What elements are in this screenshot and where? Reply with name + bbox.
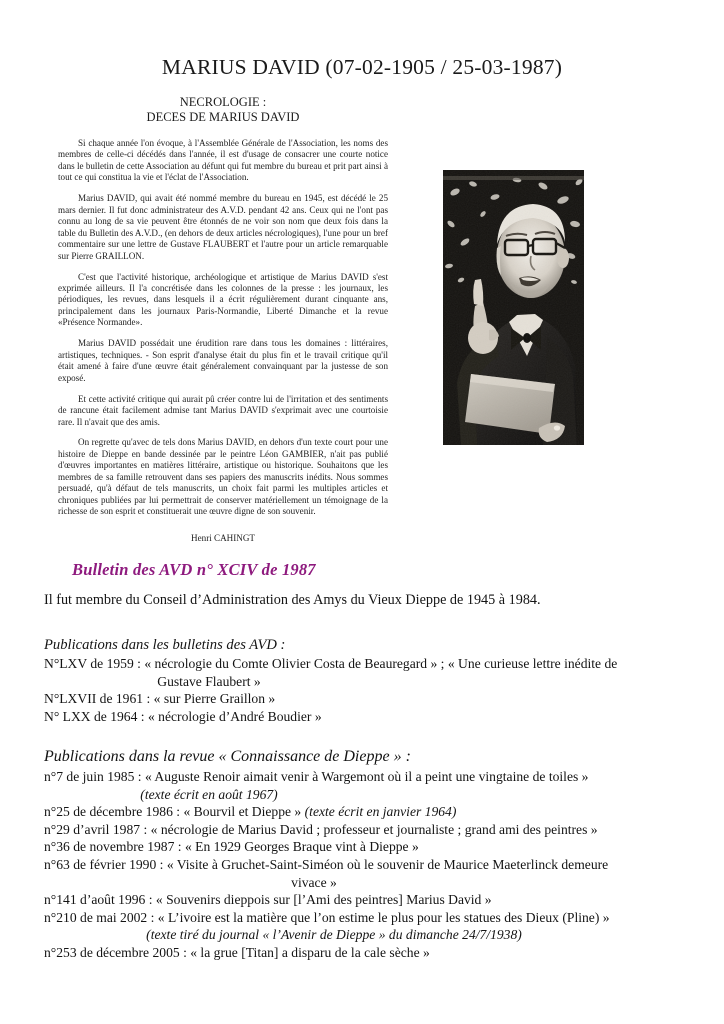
- portrait-photo-image: [443, 170, 584, 445]
- publications-avd-item-2-main: N°LXVII de 1961 : « sur Pierre Graillon »: [44, 691, 276, 707]
- publications-revue-section: [44, 748, 704, 962]
- publications-revue-item-7-continuation: (texte tiré du journal « l’Avenir de Dieppe » du dimanche 24/7/1938): [146, 927, 522, 943]
- obituary-paragraph-1: Si chaque année l'on évoque, à l'Assemblée Générale de l'Association, les noms des membres de celle-ci décédés dans l'année, il est d'usage de consacrer une courte notice dans le bulletin de cette Association au défunt qui fut membre du bureau et prit part ainsi à tout ce qui constitua la vie et l'éclat de l'Association.: [58, 138, 388, 183]
- publications-revue-item: [44, 909, 704, 944]
- publications-revue-item-7-main: n°210 de mai 2002 : « L’ivoire est la matière que l’on estime le plus pour les statues des Dieux (Pline) »: [44, 909, 610, 925]
- page-title: MARIUS DAVID (07-02-1905 / 25-03-1987): [161, 55, 563, 79]
- publications-revue-item: [44, 821, 704, 839]
- obituary-paragraph-5: Et cette activité critique qui aurait pû créer contre lui de l'irritation et des sentiments de rancune était facilement admise tant Marius DAVID s'exprimait avec une courtoisie rare. Il n'avait que des amis.: [58, 393, 388, 427]
- publications-revue-item-6-main: n°141 d’août 1996 : « Souvenirs dieppois sur [l’Ami des peintres] Marius David »: [44, 892, 492, 908]
- publications-avd-title: Publications dans les bulletins des AVD :: [44, 637, 286, 653]
- author-signature: Henri CAHINGT: [191, 533, 255, 543]
- obituary-paragraph-3: C'est que l'activité historique, archéologique et artistique de Marius DAVID s'est exprimée ailleurs. Il l'a concrétisée dans les colonnes de la presse : les journaux, les périodiques, les revues, dans lesquels il a écrit régulièrement durant cinquante ans, principalement dans les journaux Paris-Normandie, Liberté Dimanche et la revue «Présence Normande».: [58, 271, 388, 328]
- obituary-body: [58, 138, 388, 518]
- publications-revue-item: [44, 891, 704, 909]
- obituary-paragraph-4: Marius DAVID possédait une érudition rare dans tous les domaines : littéraires, artistiques, techniques. - Son esprit d'analyse était du plus fin et le travail critique qu'il était amené à faire d'une œuvre était généralement convainquant par la justesse de son exposé.: [58, 338, 388, 383]
- publications-avd-item: [44, 690, 704, 708]
- publications-revue-item: [44, 856, 704, 891]
- publications-revue-item-5-main: n°63 de février 1990 : « Visite à Gruchet-Saint-Siméon où le souvenir de Maurice Maeterlinck demeure: [44, 856, 609, 872]
- publications-revue-item-8-main: n°253 de décembre 2005 : « la grue [Titan] a disparu de la cale sèche »: [44, 944, 430, 960]
- publications-revue-item-3-main: n°29 d’avril 1987 : « nécrologie de Marius David ; professeur et journaliste ; grand ami des peintres »: [44, 821, 598, 837]
- obituary-paragraph-2: Marius DAVID, qui avait été nommé membre du bureau en 1945, est décédé le 25 mars dernier. Il fut donc administrateur des A.V.D. pendant 42 ans. Ceux qui ne l'ont pas connu au long de sa vie peuvent être étonnés de ne voir son nom que deux fois dans la table du Bulletin des A.V.D., (en dehors de deux articles nécrologiques), l'une pour un bref commentaire sur une lettre de Gustave FLAUBERT et l'autre pour un article remarquable sur Pierre GRAILLON.: [58, 193, 388, 261]
- bulletin-heading: Bulletin des AVD n° XCIV de 1987: [72, 560, 316, 579]
- publications-avd-section: [44, 637, 704, 725]
- publications-revue-item-1-continuation: (texte écrit en août 1967): [140, 786, 278, 802]
- publications-revue-title: Publications dans la revue « Connaissance de Dieppe » :: [44, 748, 411, 765]
- publications-revue-item-5-continuation: vivace »: [291, 874, 337, 890]
- publications-avd-item-1-continuation: Gustave Flaubert »: [157, 673, 261, 689]
- necrologie-subheading: [58, 95, 388, 125]
- publications-revue-item: [44, 838, 704, 856]
- publications-revue-item-2-main: n°25 de décembre 1986 : « Bourvil et Dieppe »: [44, 804, 305, 820]
- publications-revue-item-1-main: n°7 de juin 1985 : « Auguste Renoir aimait venir à Wargemont où il a peint une vingtaine de toiles »: [44, 769, 589, 784]
- publications-avd-item: [44, 708, 704, 726]
- portrait-photo: [443, 170, 584, 445]
- subheading-line-1: NECROLOGIE :: [179, 95, 267, 109]
- publications-avd-item: [44, 655, 704, 690]
- publications-revue-item-2-note: (texte écrit en janvier 1964): [304, 804, 457, 820]
- publications-avd-item-1-main: N°LXV de 1959 : « nécrologie du Comte Olivier Costa de Beauregard » ; « Une curieuse lettre inédite de: [44, 656, 618, 671]
- publications-revue-item: [44, 803, 704, 821]
- publications-avd-item-3-main: N° LXX de 1964 : « nécrologie d’André Boudier »: [44, 708, 322, 724]
- subheading-line-2: DECES DE MARIUS DAVID: [146, 110, 300, 124]
- publications-revue-item-4-main: n°36 de novembre 1987 : « En 1929 Georges Braque vint à Dieppe »: [44, 839, 419, 855]
- council-membership-line: Il fut membre du Conseil d’Administration des Amys du Vieux Dieppe de 1945 à 1984.: [44, 592, 541, 608]
- obituary-paragraph-6: On regrette qu'avec de tels dons Marius DAVID, en dehors d'un texte court pour une histoire de Dieppe en bande dessinée par le peintre Léon GAMBIER, n'ait pas publié d'œuvres importantes en matières littéraire, artistique ou historique. Souhaitons que les membres de sa famille retrouvent dans ses papiers des manuscrits inédits. Nous sommes persuadé, qu'à défaut de tels manuscrits, un choix fait parmi les multiples articles et chroniques publiées par lui permettrait de conserver matériellement un témoignage de la richesse de son esprit et constituerait une œuvre digne de son souvenir.: [58, 437, 388, 517]
- publications-revue-item: [44, 944, 704, 962]
- publications-revue-item: [44, 768, 704, 803]
